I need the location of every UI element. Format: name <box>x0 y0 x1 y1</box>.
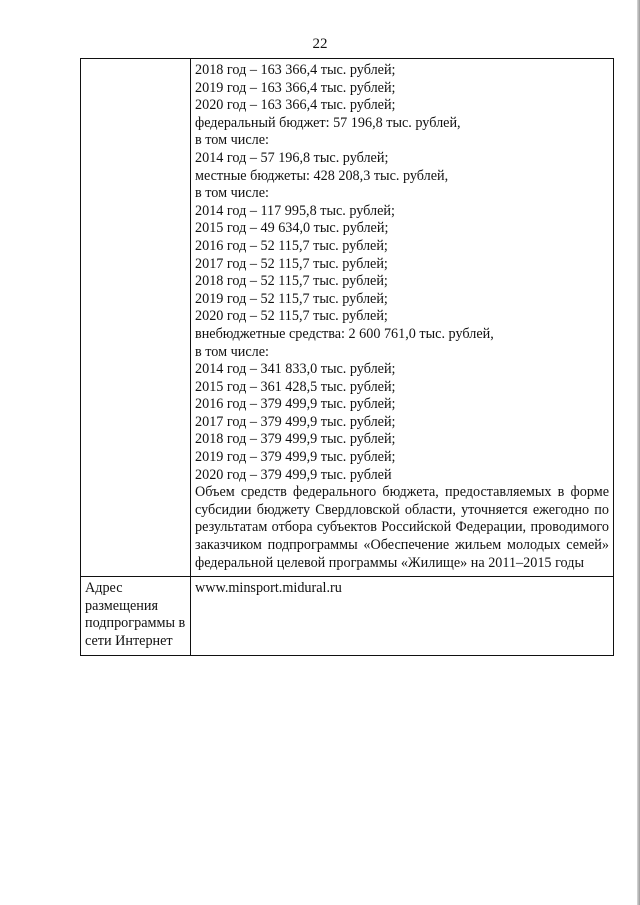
funding-line: 2014 год – 117 995,8 тыс. рублей; <box>195 202 395 219</box>
funding-line: 2020 год – 163 366,4 тыс. рублей; <box>195 97 396 114</box>
label-line: Адрес <box>85 580 123 597</box>
funding-line: 2017 год – 52 115,7 тыс. рублей; <box>195 255 388 272</box>
funding-lines <box>195 62 609 484</box>
funding-cell <box>191 59 614 577</box>
funding-line: внебюджетные средства: 2 600 761,0 тыс. рублей, <box>195 325 494 342</box>
label-line: размещения <box>85 597 159 614</box>
funding-line: местные бюджеты: 428 208,3 тыс. рублей, <box>195 167 449 184</box>
funding-line: 2016 год – 379 499,9 тыс. рублей; <box>195 396 396 413</box>
funding-line: 2014 год – 341 833,0 тыс. рублей; <box>195 361 396 378</box>
funding-line: в том числе: <box>195 343 269 360</box>
label-line: сети Интернет <box>85 633 173 649</box>
funding-line: 2018 год – 52 115,7 тыс. рублей; <box>195 273 388 290</box>
funding-line: 2019 год – 379 499,9 тыс. рублей; <box>195 449 396 466</box>
table-row-internet-address <box>81 577 614 655</box>
federal-subsidy-note: Объем средств федерального бюджета, предоставляемых в форме субсидии бюджету Свердловской области, уточняется ежегодно по результатам отбора субъектов Российской Федерации, проводимого заказчиком подпрограммы «Обеспечение жильем молодых семей» федеральной целевой программы «Жилище» на 2011–2015 годы <box>195 484 609 571</box>
funding-line: 2017 год – 379 499,9 тыс. рублей; <box>195 413 396 430</box>
funding-line: федеральный бюджет: 57 196,8 тыс. рублей, <box>195 114 461 131</box>
funding-line: 2019 год – 163 366,4 тыс. рублей; <box>195 79 396 96</box>
row-label-internet-address <box>81 577 191 655</box>
row-label-funding <box>81 59 191 577</box>
website-url: www.minsport.midural.ru <box>195 580 342 597</box>
funding-line: 2020 год – 379 499,9 тыс. рублей <box>195 466 392 483</box>
funding-line: 2016 год – 52 115,7 тыс. рублей; <box>195 237 388 254</box>
funding-line: 2015 год – 49 634,0 тыс. рублей; <box>195 220 389 237</box>
funding-line: 2019 год – 52 115,7 тыс. рублей; <box>195 290 388 307</box>
funding-line: 2015 год – 361 428,5 тыс. рублей; <box>195 378 396 395</box>
program-passport-table <box>80 58 614 656</box>
funding-line: 2018 год – 379 499,9 тыс. рублей; <box>195 431 396 448</box>
label-line: подпрограммы в <box>85 615 186 632</box>
funding-line: в том числе: <box>195 132 269 149</box>
internet-address-cell <box>191 577 614 655</box>
funding-line: 2018 год – 163 366,4 тыс. рублей; <box>195 62 396 78</box>
funding-line: 2020 год – 52 115,7 тыс. рублей; <box>195 308 388 325</box>
funding-line: 2014 год – 57 196,8 тыс. рублей; <box>195 149 389 166</box>
table-row-funding <box>81 59 614 577</box>
funding-line: в том числе: <box>195 185 269 202</box>
page-number: 22 <box>312 36 328 52</box>
